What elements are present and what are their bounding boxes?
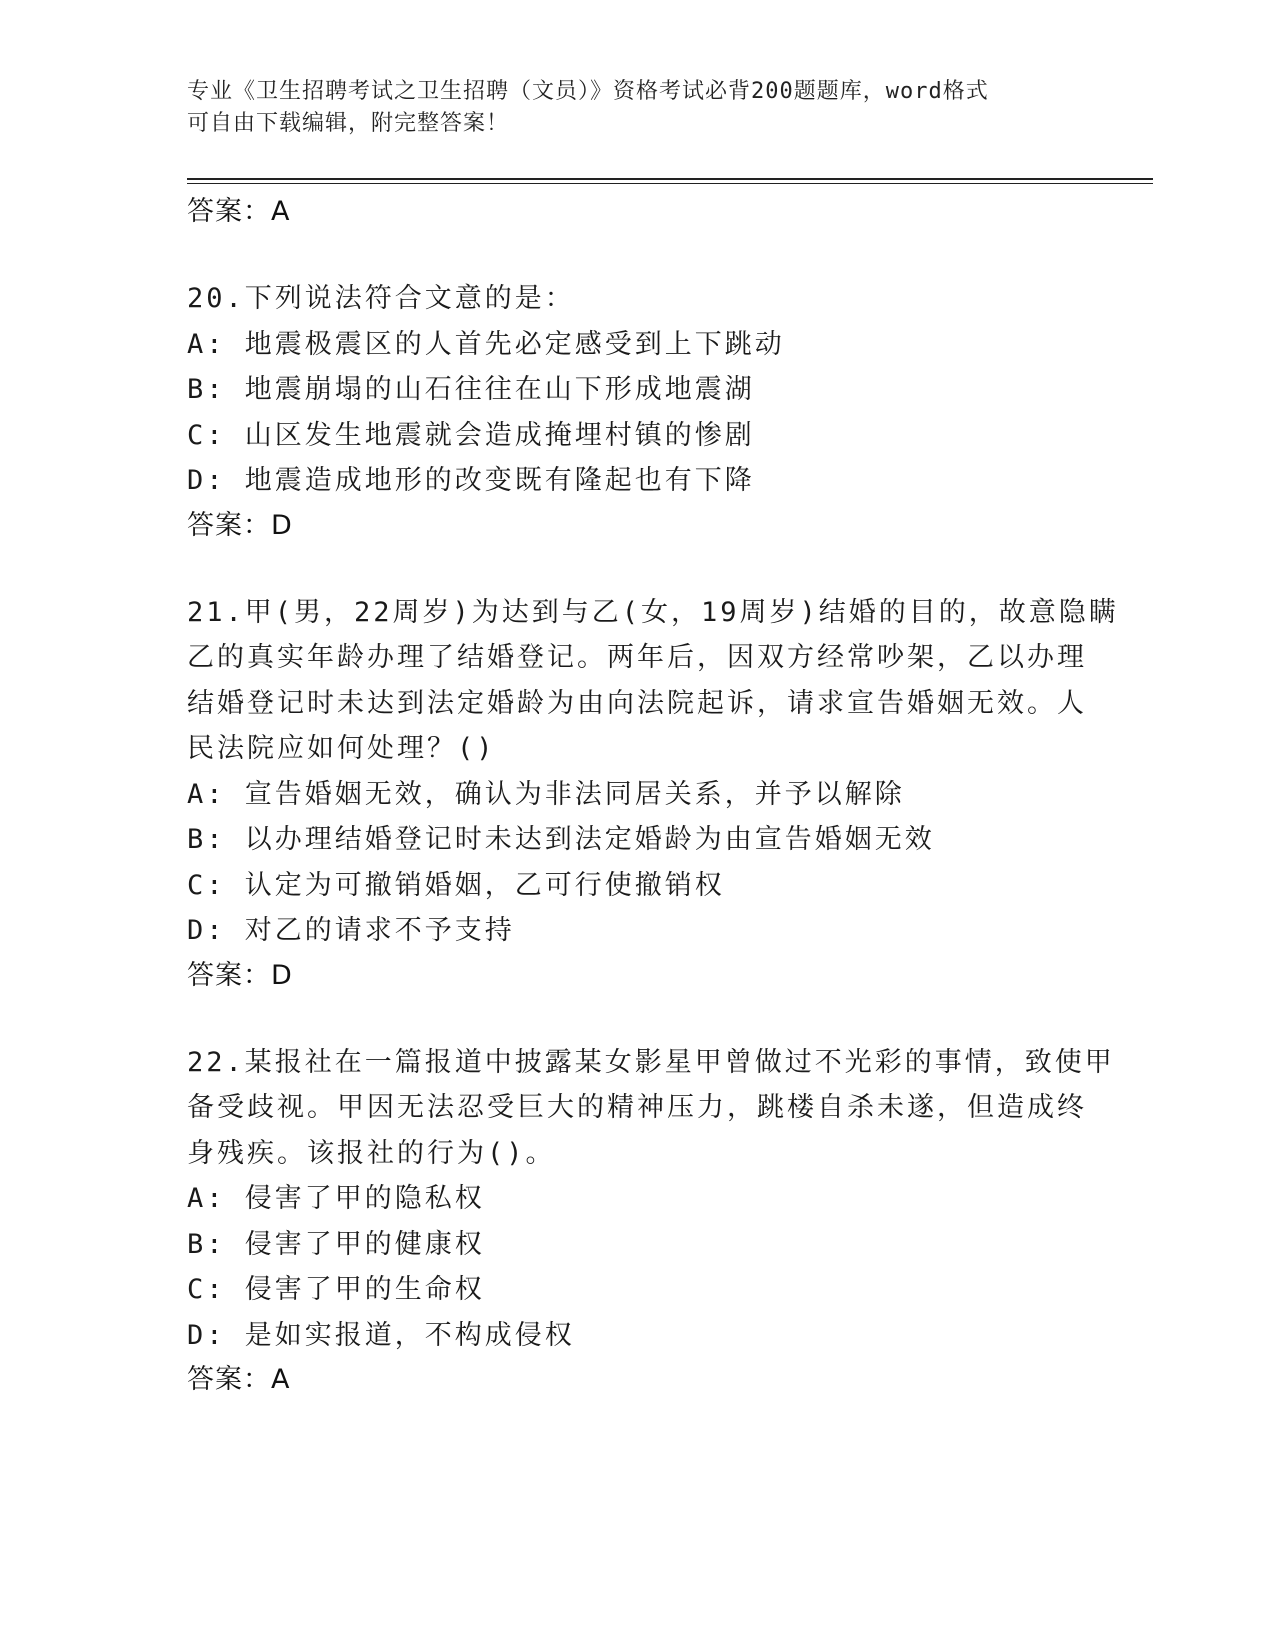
header-line-2: 可自由下载编辑，附完整答案！	[187, 111, 510, 136]
option-c: C: 山区发生地震就会造成掩埋村镇的惨剧	[187, 419, 755, 451]
spacer	[187, 998, 1107, 1040]
question-21	[187, 590, 1119, 998]
spacer	[187, 234, 1107, 276]
option-a: A: 宣告婚姻无效，确认为非法同居关系，并予以解除	[187, 778, 905, 810]
question-list	[187, 190, 1119, 1402]
question-stem-line: 民法院应如何处理？()	[187, 733, 496, 764]
question-stem-line: 22.某报社在一篇报道中披露某女影星甲曾做过不光彩的事情，致使甲	[187, 1046, 1115, 1078]
header-divider-thick	[187, 178, 1153, 180]
option-d: D: 地震造成地形的改变既有隆起也有下降	[187, 465, 755, 496]
header-divider-thin	[187, 183, 1153, 184]
document-header	[187, 76, 1067, 140]
option-d: D: 是如实报道，不构成侵权	[187, 1319, 575, 1351]
option-b: B: 侵害了甲的健康权	[187, 1228, 485, 1260]
question-stem-line: 备受歧视。甲因无法忍受巨大的精神压力，跳楼自杀未遂，但造成终	[187, 1092, 1087, 1123]
question-stem-line: 20.下列说法符合文意的是：	[187, 283, 575, 314]
option-b: B: 地震崩塌的山石往往在山下形成地震湖	[187, 374, 755, 405]
answer-line: 答案：D	[187, 959, 293, 991]
question-22	[187, 1040, 1115, 1403]
option-c: C: 认定为可撤销婚姻，乙可行使撤销权	[187, 869, 725, 901]
option-d: D: 对乙的请求不予支持	[187, 915, 515, 946]
question-stem-line: 结婚登记时未达到法定婚龄为由向法院起诉，请求宣告婚姻无效。人	[187, 687, 1087, 719]
previous-answer: 答案：A	[187, 196, 291, 227]
question-20	[187, 276, 1107, 548]
answer-line: 答案：D	[187, 509, 293, 541]
question-stem-line: 乙的真实年龄办理了结婚登记。两年后，因双方经常吵架，乙以办理	[187, 642, 1087, 673]
option-b: B: 以办理结婚登记时未达到法定婚龄为由宣告婚姻无效	[187, 824, 935, 855]
option-a: A: 侵害了甲的隐私权	[187, 1183, 485, 1214]
answer-line: 答案：A	[187, 1364, 291, 1395]
question-stem-line: 身残疾。该报社的行为()。	[187, 1137, 556, 1169]
spacer	[187, 548, 1107, 590]
question-stem-line: 21.甲(男，22周岁)为达到与乙(女，19周岁)结婚的目的，故意隐瞒	[187, 596, 1119, 628]
option-a: A: 地震极震区的人首先必定感受到上下跳动	[187, 328, 785, 360]
option-c: C: 侵害了甲的生命权	[187, 1274, 485, 1305]
header-line-1: 专业《卫生招聘考试之卫生招聘（文员）》资格考试必背200题题库，word格式	[187, 79, 989, 104]
